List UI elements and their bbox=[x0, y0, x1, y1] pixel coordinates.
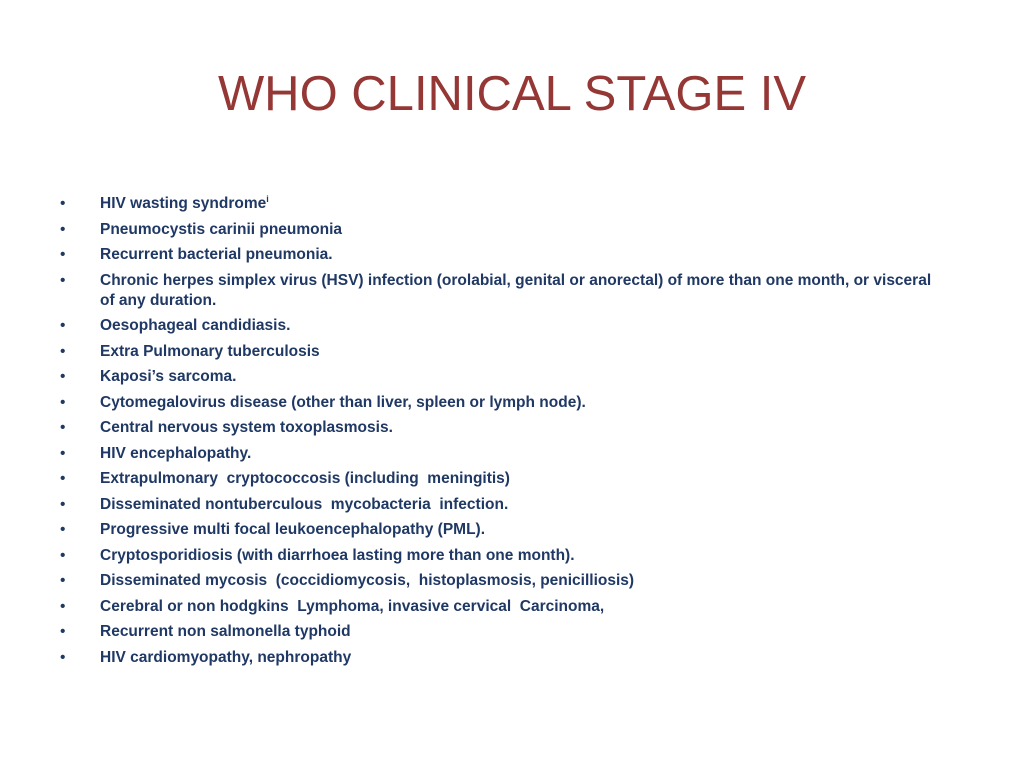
list-item-text: HIV encephalopathy. bbox=[100, 444, 252, 462]
bullet-icon: • bbox=[60, 521, 66, 538]
bullet-icon: • bbox=[60, 195, 66, 212]
list-item bbox=[56, 342, 946, 362]
list-item-text: Pneumocystis carinii pneumonia bbox=[100, 220, 343, 238]
list-item bbox=[56, 571, 946, 591]
bullet-icon: • bbox=[60, 317, 66, 334]
list-item-text: HIV cardiomyopathy, nephropathy bbox=[100, 648, 352, 666]
bullet-icon: • bbox=[60, 572, 66, 589]
bullet-list bbox=[56, 194, 946, 673]
bullet-icon: • bbox=[60, 495, 66, 513]
bullet-icon: • bbox=[60, 648, 66, 666]
list-item bbox=[56, 520, 946, 540]
list-item bbox=[56, 597, 946, 617]
bullet-icon: • bbox=[60, 419, 66, 436]
list-item-text: Cytomegalovirus disease (other than liver, spleen or lymph node). bbox=[100, 393, 586, 411]
list-item bbox=[56, 418, 946, 438]
list-item-text: Central nervous system toxoplasmosis. bbox=[100, 419, 393, 436]
bullet-icon: • bbox=[60, 342, 66, 360]
bullet-icon: • bbox=[60, 444, 66, 462]
bullet-icon: • bbox=[60, 271, 66, 289]
bullet-icon: • bbox=[60, 597, 66, 615]
list-item-text: Recurrent non salmonella typhoid bbox=[100, 623, 351, 640]
list-item bbox=[56, 393, 946, 413]
list-item bbox=[56, 469, 946, 489]
list-item-text: Progressive multi focal leukoencephalopathy (PML). bbox=[100, 521, 486, 538]
list-item bbox=[56, 194, 946, 214]
list-item bbox=[56, 367, 946, 387]
bullet-icon: • bbox=[60, 546, 66, 564]
list-item bbox=[56, 546, 946, 566]
bullet-icon: • bbox=[60, 623, 66, 640]
list-item-text: Recurrent bacterial pneumonia. bbox=[100, 246, 333, 263]
list-item bbox=[56, 495, 946, 515]
list-item-text: Chronic herpes simplex virus (HSV) infection (orolabial, genital or anorectal) of more than one month, or visceral of any duration. bbox=[100, 271, 936, 309]
list-item bbox=[56, 444, 946, 464]
bullet-icon: • bbox=[60, 220, 66, 238]
list-item-text: Oesophageal candidiasis. bbox=[100, 317, 291, 334]
bullet-icon: • bbox=[60, 470, 66, 487]
list-item bbox=[56, 648, 946, 668]
list-item-text: Extrapulmonary cryptococcosis (including meningitis) bbox=[100, 470, 510, 487]
list-item-text: Cryptosporidiosis (with diarrhoea lasting more than one month). bbox=[100, 546, 575, 564]
footnote-marker: i bbox=[266, 193, 269, 204]
bullet-icon: • bbox=[60, 393, 66, 411]
list-item-text: Disseminated nontuberculous mycobacteria infection. bbox=[100, 495, 509, 513]
list-item bbox=[56, 245, 946, 265]
bullet-icon: • bbox=[60, 368, 66, 385]
list-item bbox=[56, 316, 946, 336]
list-item bbox=[56, 220, 946, 240]
slide-title: WHO CLINICAL STAGE IV bbox=[217, 67, 807, 121]
list-item-text: Extra Pulmonary tuberculosis bbox=[100, 342, 320, 360]
list-item bbox=[56, 271, 946, 311]
list-item-text: Cerebral or non hodgkins Lymphoma, invasive cervical Carcinoma, bbox=[100, 597, 605, 615]
list-item-text: Kaposi’s sarcoma. bbox=[100, 368, 237, 385]
list-item-text: HIV wasting syndrome bbox=[100, 195, 267, 212]
list-item bbox=[56, 622, 946, 642]
list-item-text: Disseminated mycosis (coccidiomycosis, histoplasmosis, penicilliosis) bbox=[100, 572, 635, 589]
bullet-icon: • bbox=[60, 246, 66, 263]
